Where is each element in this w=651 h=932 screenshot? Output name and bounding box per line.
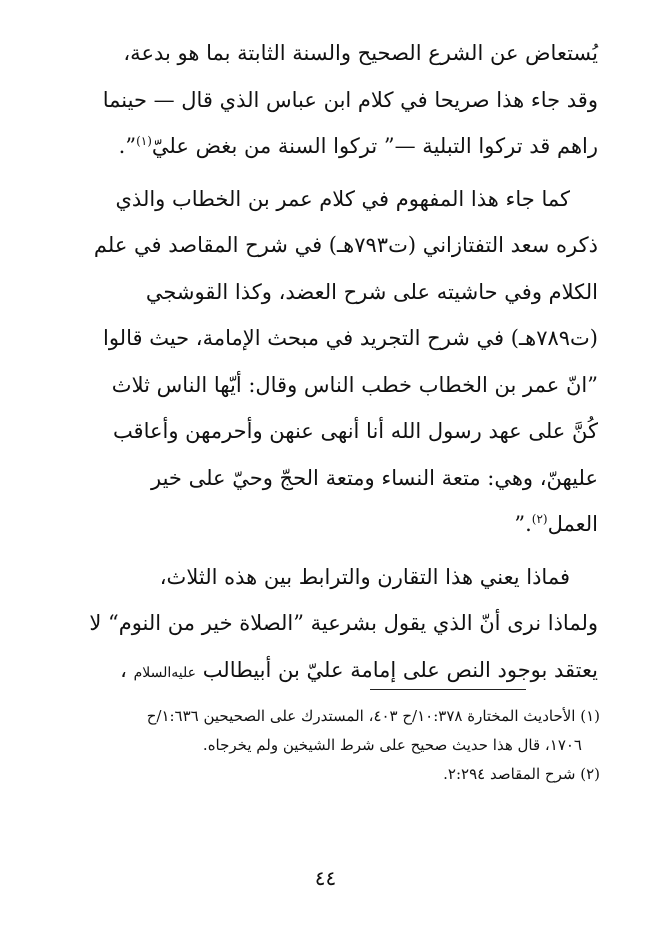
text-line: كُنَّ على عهد رسول الله أنا أنهى عنهن وأحرمهن وأعاقب <box>112 419 598 443</box>
text-line: الكلام وفي حاشيته على شرح العضد، وكذا القوشجي <box>145 279 598 304</box>
footnotes <box>60 702 600 789</box>
text-line <box>58 123 598 170</box>
text-line: ”انّ عمر بن الخطاب خطب الناس وقال: أيّها الناس ثلاث <box>111 372 598 397</box>
text-line <box>58 501 598 548</box>
text-line: (ت٧٨٩هـ) في شرح التجريد في مبحث الإمامة، حيث قالوا <box>103 326 598 350</box>
text-line-tail: ، <box>120 657 127 682</box>
text-line-content: العمل <box>547 512 598 536</box>
text-line-content: يعتقد بوجود النص على إمامة عليّ بن أبيطالب <box>202 657 598 682</box>
text-line: عليهنّ، وهي: متعة النساء ومتعة الحجّ وحيّ على خير <box>151 465 598 490</box>
footnote-ref-1[interactable]: (١) <box>136 134 152 148</box>
text-line: وقد جاء هذا صريحا في كلام ابن عباس الذي قال — حينما <box>102 87 598 112</box>
paragraph-1 <box>58 30 598 170</box>
paragraph-3 <box>58 554 598 697</box>
footnote-1-continued: ١٧٠٦، قال هذا حديث صحيح على شرط الشيخين ولم يخرجاه. <box>202 736 582 754</box>
page-number: ٤٤ <box>314 866 337 890</box>
text-line-tail: .” <box>514 512 532 536</box>
text-line: كما جاء هذا المفهوم في كلام عمر بن الخطاب والذي <box>115 186 570 211</box>
footnote-ref-2[interactable]: (٢) <box>531 512 548 526</box>
paragraph-2 <box>58 176 598 548</box>
text-line: ولماذا نرى أنّ الذي يقول بشرعية ”الصلاة خير من النوم“ لا <box>89 611 598 635</box>
text-line-tail: ”. <box>118 134 137 158</box>
main-text-block <box>58 30 598 696</box>
text-line: ذكره سعد التفتازاني (ت٧٩٣هـ) في شرح المقاصد في علم <box>93 233 598 257</box>
text-line: يُستعاض عن الشرع الصحيح والسنة الثابتة بما هو بدعة، <box>123 41 598 65</box>
text-line: فماذا يعني هذا التقارن والترابط بين هذه الثلاث، <box>159 564 570 589</box>
footnote-1: (١) الأحاديث المختارة ١٠:٣٧٨/ح ٤٠٣، المستدرك على الصحيحين ١:٦٣٦/ح <box>146 707 600 725</box>
footnote-divider <box>370 689 526 690</box>
honorific: عليه‌السلام <box>133 664 196 681</box>
text-line-content: راهم قد تركوا التبلية —” تركوا السنة من بغض عليّ <box>151 134 598 158</box>
footnote-2: (٢) شرح المقاصد ٢:٢٩٤. <box>443 765 600 783</box>
